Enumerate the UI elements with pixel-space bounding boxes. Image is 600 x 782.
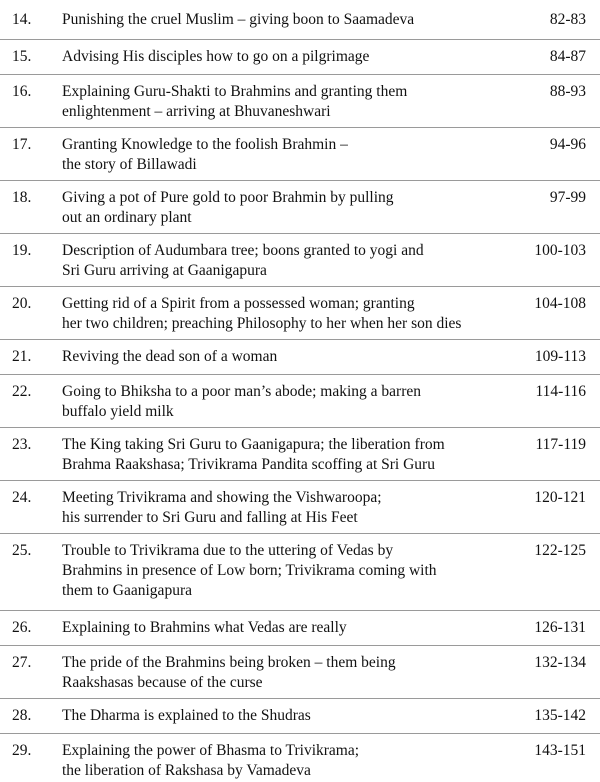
- chapter-number: 22.: [12, 383, 32, 400]
- chapter-title: [62, 382, 532, 422]
- chapter-number: 15.: [12, 48, 32, 65]
- divider-line: [0, 39, 600, 40]
- page-range: 117-119: [535, 436, 586, 453]
- chapter-number: 14.: [12, 11, 32, 28]
- chapter-title: [62, 488, 532, 528]
- chapter-title-line: them to Gaanigapura: [62, 582, 192, 599]
- chapter-title-line: her two children; preaching Philosophy to her when her son dies: [62, 315, 462, 332]
- chapter-title-line: out an ordinary plant: [62, 209, 192, 226]
- chapter-title: [62, 47, 532, 67]
- chapter-title-line: The Dharma is explained to the Shudras: [62, 707, 311, 724]
- chapter-title: [62, 135, 532, 175]
- chapter-number: 18.: [12, 189, 32, 206]
- divider-line: [0, 339, 600, 340]
- chapter-title-line: the story of Billawadi: [62, 156, 197, 173]
- chapter-title-line: The pride of the Brahmins being broken – them being: [62, 654, 396, 671]
- divider-line: [0, 127, 600, 128]
- page-range: 126-131: [534, 619, 586, 636]
- divider-line: [0, 645, 600, 646]
- chapter-title: [62, 618, 532, 638]
- chapter-title-line: Raakshasas because of the curse: [62, 674, 263, 691]
- divider-line: [0, 374, 600, 375]
- chapter-title: [62, 294, 532, 334]
- chapter-title-line: Explaining Guru-Shakti to Brahmins and granting them: [62, 83, 408, 100]
- chapter-title-line: Granting Knowledge to the foolish Brahmin –: [62, 136, 348, 153]
- chapter-title-line: Giving a pot of Pure gold to poor Brahmin by pulling: [62, 189, 394, 206]
- chapter-title: [62, 541, 532, 601]
- chapter-number: 29.: [12, 742, 32, 759]
- page-range: 82-83: [549, 11, 586, 28]
- chapter-number: 26.: [12, 619, 32, 636]
- chapter-title-line: enlightenment – arriving at Bhuvaneshwari: [62, 103, 331, 120]
- chapter-title-line: The King taking Sri Guru to Gaanigapura; the liberation from: [62, 436, 445, 453]
- page-range: 84-87: [549, 48, 586, 65]
- page-range: 135-142: [534, 707, 586, 724]
- page-range: 132-134: [534, 654, 586, 671]
- page-range: 143-151: [534, 742, 586, 759]
- page-range: 94-96: [549, 136, 586, 153]
- chapter-title-line: Reviving the dead son of a woman: [62, 348, 278, 365]
- chapter-title-line: his surrender to Sri Guru and falling at His Feet: [62, 509, 358, 526]
- chapter-number: 19.: [12, 242, 32, 259]
- chapter-title: [62, 706, 532, 726]
- page-range: 97-99: [549, 189, 586, 206]
- chapter-number: 25.: [12, 542, 32, 559]
- divider-line: [0, 427, 600, 428]
- chapter-number: 16.: [12, 83, 32, 100]
- chapter-title-line: Explaining the power of Bhasma to Trivikrama;: [62, 742, 360, 759]
- chapter-title-line: Brahma Raakshasa; Trivikrama Pandita scoffing at Sri Guru: [62, 456, 435, 473]
- page-range: 109-113: [534, 348, 586, 365]
- divider-line: [0, 180, 600, 181]
- chapter-title: [62, 10, 532, 30]
- chapter-title-line: Punishing the cruel Muslim – giving boon to Saamadeva: [62, 11, 415, 28]
- chapter-title-line: Going to Bhiksha to a poor man’s abode; making a barren: [62, 383, 422, 400]
- chapter-title: [62, 741, 532, 781]
- chapter-title: [62, 188, 532, 228]
- chapter-title-line: buffalo yield milk: [62, 403, 174, 420]
- chapter-title-line: Advising His disciples how to go on a pilgrimage: [62, 48, 370, 65]
- chapter-title-line: Explaining to Brahmins what Vedas are really: [62, 619, 347, 636]
- divider-line: [0, 610, 600, 611]
- page-range: 122-125: [534, 542, 586, 559]
- chapter-number: 24.: [12, 489, 32, 506]
- page-range: 88-93: [549, 83, 586, 100]
- chapter-number: 20.: [12, 295, 32, 312]
- divider-line: [0, 533, 600, 534]
- chapter-title: [62, 241, 532, 281]
- divider-line: [0, 733, 600, 734]
- chapter-title: [62, 653, 532, 693]
- chapter-number: 28.: [12, 707, 32, 724]
- divider-line: [0, 233, 600, 234]
- page-range: 104-108: [534, 295, 586, 312]
- chapter-title-line: Description of Audumbara tree; boons granted to yogi and: [62, 242, 424, 259]
- chapter-title: [62, 435, 532, 475]
- divider-line: [0, 74, 600, 75]
- chapter-title-line: Trouble to Trivikrama due to the uttering of Vedas by: [62, 542, 394, 559]
- divider-line: [0, 480, 600, 481]
- page-range: 120-121: [534, 489, 586, 506]
- chapter-number: 27.: [12, 654, 32, 671]
- chapter-title-line: Brahmins in presence of Low born; Trivikrama coming with: [62, 562, 437, 579]
- chapter-title-line: Getting rid of a Spirit from a possessed woman; granting: [62, 295, 415, 312]
- page-range: 114-116: [535, 383, 586, 400]
- chapter-title: [62, 347, 532, 367]
- chapter-title-line: Meeting Trivikrama and showing the Vishwaroopa;: [62, 489, 382, 506]
- chapter-title-line: Sri Guru arriving at Gaanigapura: [62, 262, 267, 279]
- chapter-title: [62, 82, 532, 122]
- chapter-number: 21.: [12, 348, 32, 365]
- chapter-number: 23.: [12, 436, 32, 453]
- divider-line: [0, 698, 600, 699]
- chapter-title-line: the liberation of Rakshasa by Vamadeva: [62, 762, 311, 779]
- page-range: 100-103: [534, 242, 586, 259]
- divider-line: [0, 286, 600, 287]
- chapter-number: 17.: [12, 136, 32, 153]
